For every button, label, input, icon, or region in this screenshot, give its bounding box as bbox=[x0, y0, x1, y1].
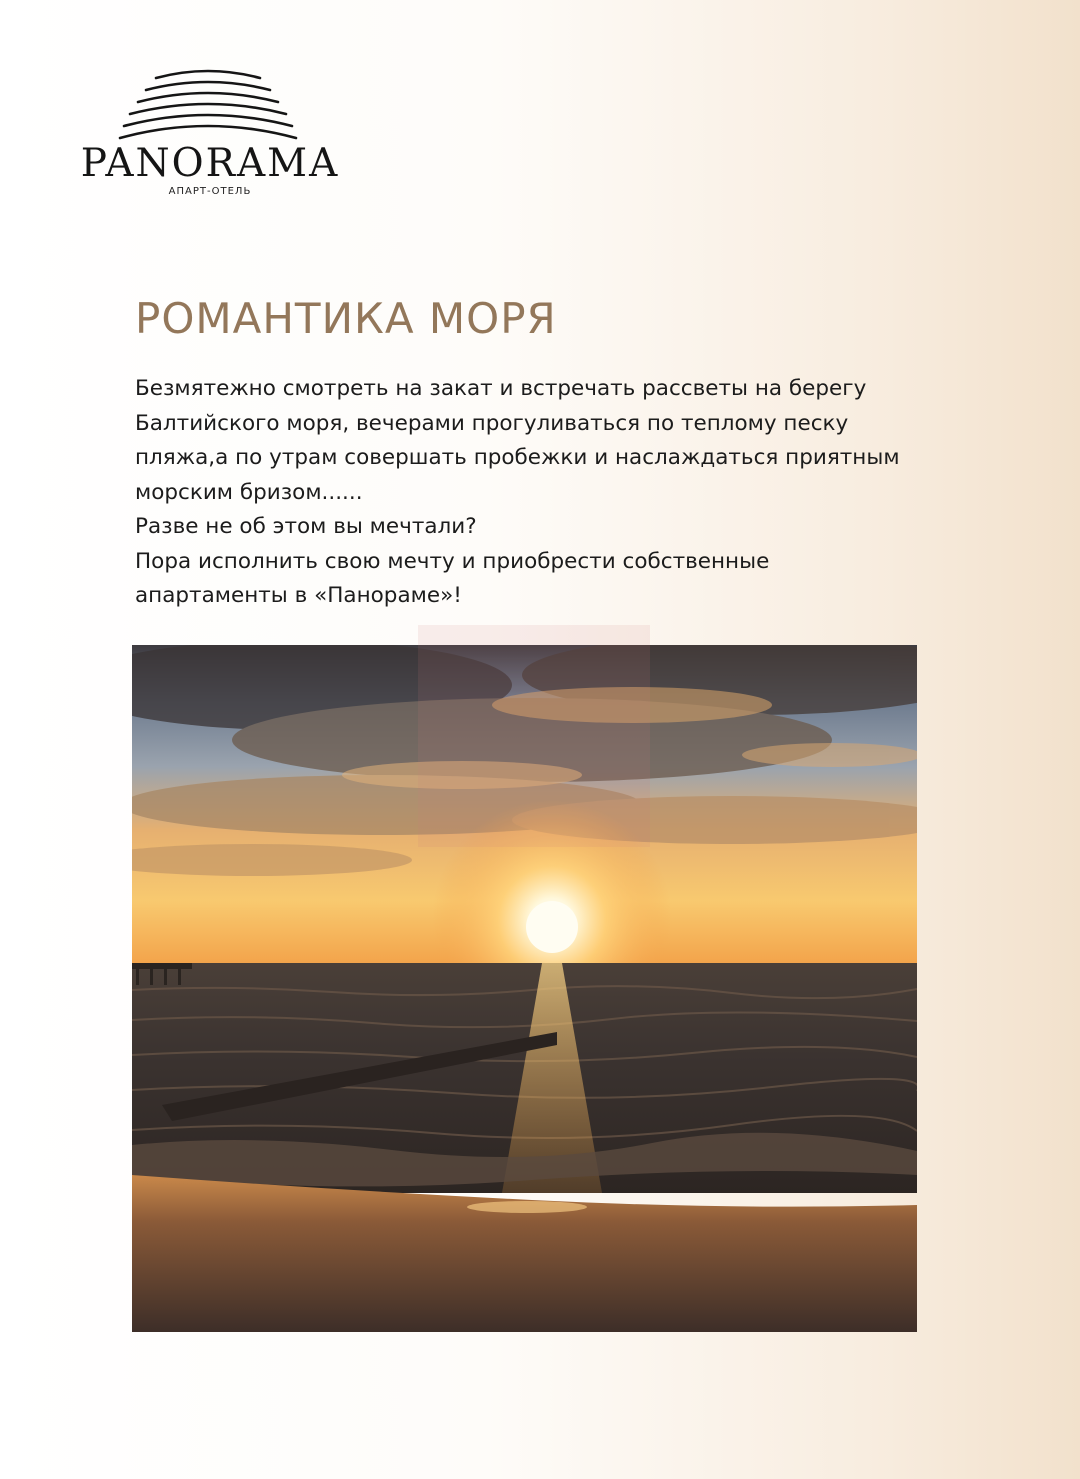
paragraph-line: Пора исполнить свою мечту и приобрести собственные bbox=[135, 548, 770, 574]
watermark-overlay bbox=[418, 625, 650, 847]
paragraph-line: апартаменты в «Панораме»! bbox=[135, 583, 462, 608]
panorama-logo bbox=[70, 66, 350, 206]
section-paragraph bbox=[135, 372, 1035, 614]
brand-subtitle: АПАРТ-ОТЕЛЬ bbox=[168, 186, 252, 197]
paragraph-line: Безмятежно смотреть на закат и встречать рассветы на берегу bbox=[135, 376, 867, 401]
section-title: РОМАНТИКА МОРЯ bbox=[135, 294, 557, 343]
panorama-arcs-logo-icon bbox=[118, 66, 298, 144]
paragraph-line: пляжа,а по утрам совершать пробежки и наслаждаться приятным bbox=[135, 445, 900, 470]
brand-name: PANORAMA bbox=[80, 141, 340, 186]
paragraph-line: Разве не об этом вы мечтали? bbox=[135, 514, 477, 539]
paragraph-line: морским бризом...... bbox=[135, 479, 363, 505]
paragraph-line: Балтийского моря, вечерами прогуливаться по теплому песку bbox=[135, 410, 849, 436]
